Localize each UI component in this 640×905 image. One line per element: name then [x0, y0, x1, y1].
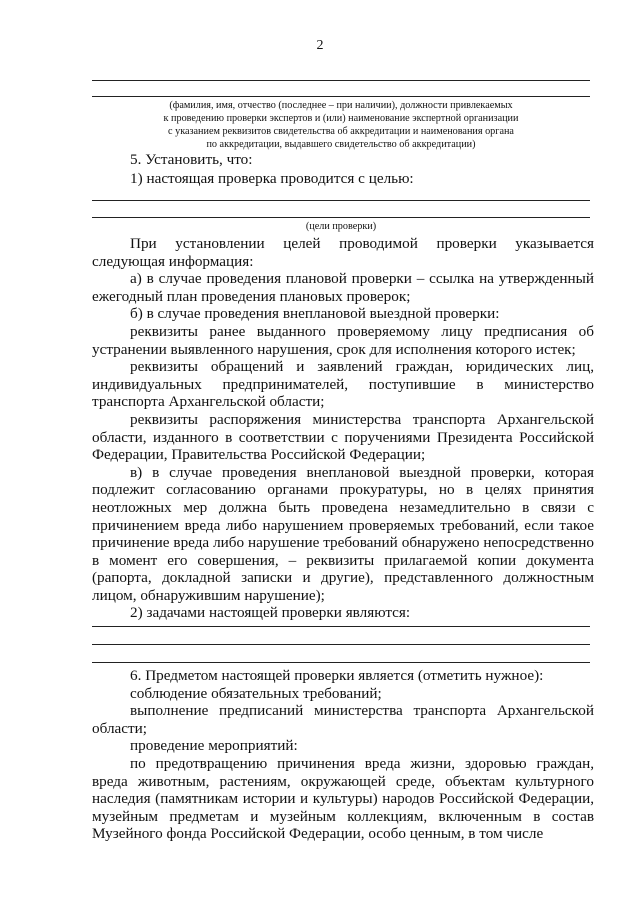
experts-caption	[92, 99, 590, 151]
caption-line: с указанием реквизитов свидетельства об аккредитации и наименования органа	[168, 126, 514, 137]
blank-line	[92, 644, 590, 645]
caption-line: (фамилия, имя, отчество (последнее – при наличии), должности привлекаемых	[169, 100, 513, 111]
paragraph-text: б) в случае проведения внеплановой выездной проверки:	[130, 305, 500, 323]
paragraph	[92, 235, 594, 622]
paragraph-text: При установлении целей проводимой проверки указывается следующая информация:	[92, 235, 594, 270]
paragraph-text: реквизиты распоряжения министерства транспорта Архангельской области, изданного в соответствии с поручениями Президента Российской Федерации, Правительства Российской Федерации;	[92, 410, 594, 464]
goals-caption: (цели проверки)	[305, 221, 377, 232]
section-5-item-1: 1) настоящая проверка проводится с целью:	[130, 170, 414, 187]
blank-line	[92, 80, 590, 81]
blank-line	[92, 626, 590, 627]
caption-line: по аккредитации, выдавшего свидетельство об аккредитации)	[206, 139, 476, 150]
paragraph-text: соблюдение обязательных требований;	[130, 684, 382, 702]
paragraph-text: а) в случае проведения плановой проверки – ссылка на утвержденный ежегодный план проведения плановых проверок;	[92, 270, 594, 305]
caption-line: к проведению проверки экспертов и (или) наименование экспертной организации	[163, 113, 519, 124]
section-5-heading: 5. Установить, что:	[130, 151, 253, 168]
paragraph-text: реквизиты ранее выданного проверяемому лицу предписания об устранении выявленного нарушения, срок для исполнения которого истек;	[92, 322, 594, 358]
paragraph-text: выполнение предписаний министерства транспорта Архангельской области;	[92, 702, 594, 737]
paragraph-text: проведение мероприятий:	[130, 737, 298, 755]
section-6	[92, 667, 594, 843]
paragraph-text: в) в случае проведения внеплановой выездной проверки, которая подлежит согласованию органами прокуратуры, но в целях принятия неотложных мер должна быть проведена незамедлительно в связи с причинением вреда либо нарушением проверяемых требований, если такое причинение вреда либо нарушение требований обнаружено непосредственно в момент его совершения, – реквизиты прилагаемой копии документа (рапорта, докладной записки и другие), представленного должностным лицом, обнаружившим нарушение);	[92, 463, 594, 604]
blank-line	[92, 217, 590, 218]
blank-line	[92, 200, 590, 201]
paragraph-text: 2) задачами настоящей проверки являются:	[130, 604, 411, 622]
paragraph-text: реквизиты обращений и заявлений граждан, юридических лиц, индивидуальных предпринимателей, поступившие в министерство транспорта Архангельской области;	[92, 358, 594, 411]
section-6-heading: 6. Предметом настоящей проверки является (отметить нужное):	[130, 667, 544, 684]
blank-line	[92, 96, 590, 97]
blank-line	[92, 662, 590, 663]
page-number: 2	[316, 38, 324, 53]
paragraph-text: по предотвращению причинения вреда жизни, здоровью граждан, вреда животным, растениям, окружающей среде, объектам культурного наследия (памятникам истории и культуры) народов Российской Федерации, музейным предметам и музейным коллекциям, включенным в состав Музейного фонда Российской Федерации, особо ценным, в том числе	[92, 754, 594, 843]
